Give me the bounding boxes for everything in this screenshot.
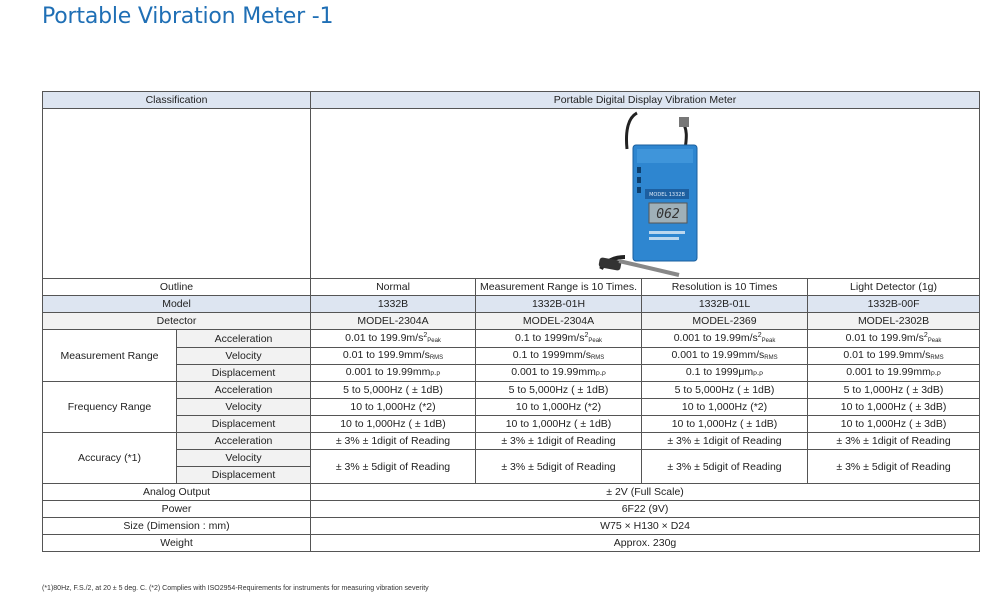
analog-output-label: Analog Output: [43, 484, 311, 501]
mr-velocity-value: 0.001 to $19.99mm/s_{RMS}$: [642, 348, 808, 365]
mr-acceleration-value: 0.1 to $1999m/s^2_{Peak}$: [476, 330, 642, 348]
fr-acceleration-value: 5 to 5,000Hz ( ± 1dB): [311, 382, 476, 399]
model-label: Model: [43, 296, 311, 313]
size-value: W75 × H130 × D24: [311, 518, 980, 535]
mr-acceleration-value: 0.001 to $19.99m/s^2_{Peak}$: [642, 330, 808, 348]
fr-displacement-value: 10 to 1,000Hz ( ± 3dB): [808, 416, 980, 433]
fr-velocity-label: Velocity: [177, 399, 311, 416]
mr-displacement-value: 0.001 to $19.99mm_{P-P}$: [808, 365, 980, 382]
model-value: 1332B: [311, 296, 476, 313]
classification-row: [43, 92, 980, 109]
classification-label: Classification: [43, 92, 311, 109]
fr-velocity-value: 10 to 1,000Hz (*2): [476, 399, 642, 416]
photo-placeholder: [43, 109, 311, 279]
detector-label: Detector: [43, 313, 311, 330]
mr-velocity-value: 0.01 to $199.9mm/s_{RMS}$: [808, 348, 980, 365]
size-row: [43, 518, 980, 535]
detector-value: MODEL-2304A: [311, 313, 476, 330]
outline-label: Outline: [43, 279, 311, 296]
acc-velocity-row: [43, 450, 980, 467]
fr-acceleration-label: Acceleration: [177, 382, 311, 399]
fr-displacement-label: Displacement: [177, 416, 311, 433]
photo-row: [43, 109, 980, 279]
acc-velocity-label: Velocity: [177, 450, 311, 467]
fr-velocity-row: [43, 399, 980, 416]
acc-displacement-label: Displacement: [177, 467, 311, 484]
acc-acceleration-value: ± 3% ± 1digit of Reading: [476, 433, 642, 450]
page-title: Portable Vibration Meter -1: [42, 4, 334, 29]
outline-value: Light Detector (1g): [808, 279, 980, 296]
spec-table: [42, 91, 980, 552]
mr-velocity-value: 0.01 to $199.9mm/s_{RMS}$: [311, 348, 476, 365]
device-model-text: MODEL 1332B: [649, 192, 685, 198]
mr-displacement-value: 0.1 to $1999\mu m_{P-P}$: [642, 365, 808, 382]
mr-displacement-value: 0.001 to $19.99mm_{P-P}$: [311, 365, 476, 382]
mr-acceleration-value: 0.01 to $199.9m/s^2_{Peak}$: [311, 330, 476, 348]
acc-acceleration-label: Acceleration: [177, 433, 311, 450]
fr-displacement-value: 10 to 1,000Hz ( ± 1dB): [642, 416, 808, 433]
mr-velocity-value: 0.1 to $1999mm/s_{RMS}$: [476, 348, 642, 365]
fr-displacement-value: 10 to 1,000Hz ( ± 1dB): [311, 416, 476, 433]
acc-vel-disp-value: ± 3% ± 5digit of Reading: [642, 450, 808, 484]
fr-velocity-value: 10 to 1,000Hz ( ± 3dB): [808, 399, 980, 416]
outline-row: [43, 279, 980, 296]
analog-output-row: [43, 484, 980, 501]
classification-value: Portable Digital Display Vibration Meter: [311, 92, 980, 109]
mr-displacement-label: Displacement: [177, 365, 311, 382]
fr-acceleration-value: 5 to 5,000Hz ( ± 1dB): [642, 382, 808, 399]
weight-value: Approx. 230g: [311, 535, 980, 552]
detector-value: MODEL-2302B: [808, 313, 980, 330]
device-display: 062: [656, 207, 680, 222]
acc-vel-disp-value: ± 3% ± 5digit of Reading: [476, 450, 642, 484]
size-label: Size (Dimension : mm): [43, 518, 311, 535]
acc-acceleration-value: ± 3% ± 1digit of Reading: [311, 433, 476, 450]
outline-value: Measurement Range is 10 Times.: [476, 279, 642, 296]
acc-vel-disp-value: ± 3% ± 5digit of Reading: [311, 450, 476, 484]
mr-velocity-label: Velocity: [177, 348, 311, 365]
analog-output-value: ± 2V (Full Scale): [311, 484, 980, 501]
fr-acceleration-row: [43, 382, 980, 399]
acc-acceleration-value: ± 3% ± 1digit of Reading: [642, 433, 808, 450]
fr-displacement-value: 10 to 1,000Hz ( ± 1dB): [476, 416, 642, 433]
fr-displacement-row: [43, 416, 980, 433]
model-value: 1332B-01H: [476, 296, 642, 313]
outline-value: Normal: [311, 279, 476, 296]
mr-displacement-value: 0.001 to $19.99mm_{P-P}$: [476, 365, 642, 382]
mr-acceleration-value: 0.01 to $199.9m/s^2_{Peak}$: [808, 330, 980, 348]
fr-acceleration-value: 5 to 5,000Hz ( ± 1dB): [476, 382, 642, 399]
fr-velocity-value: 10 to 1,000Hz (*2): [311, 399, 476, 416]
vibration-meter-image: [575, 109, 715, 278]
mr-velocity-row: [43, 348, 980, 365]
power-value: 6F22 (9V): [311, 501, 980, 518]
weight-label: Weight: [43, 535, 311, 552]
acc-vel-disp-value: ± 3% ± 5digit of Reading: [808, 450, 980, 484]
measurement-range-label: Measurement Range: [43, 330, 177, 382]
product-photo: [311, 109, 980, 279]
detector-row: [43, 313, 980, 330]
mr-displacement-row: [43, 365, 980, 382]
mr-acceleration-row: [43, 330, 980, 348]
weight-row: [43, 535, 980, 552]
acc-acceleration-row: [43, 433, 980, 450]
frequency-range-label: Frequency Range: [43, 382, 177, 433]
footnote: (*1)80Hz, F.S./2, at 20 ± 5 deg. C. (*2) Complies with ISO2954-Requirements for instruments for measuring vibration severity: [42, 585, 429, 592]
power-row: [43, 501, 980, 518]
fr-velocity-value: 10 to 1,000Hz (*2): [642, 399, 808, 416]
model-value: 1332B-00F: [808, 296, 980, 313]
accuracy-label: Accuracy (*1): [43, 433, 177, 484]
detector-value: MODEL-2304A: [476, 313, 642, 330]
acc-acceleration-value: ± 3% ± 1digit of Reading: [808, 433, 980, 450]
model-value: 1332B-01L: [642, 296, 808, 313]
fr-acceleration-value: 5 to 1,000Hz ( ± 3dB): [808, 382, 980, 399]
outline-value: Resolution is 10 Times: [642, 279, 808, 296]
mr-acceleration-label: Acceleration: [177, 330, 311, 348]
detector-value: MODEL-2369: [642, 313, 808, 330]
power-label: Power: [43, 501, 311, 518]
model-row: [43, 296, 980, 313]
